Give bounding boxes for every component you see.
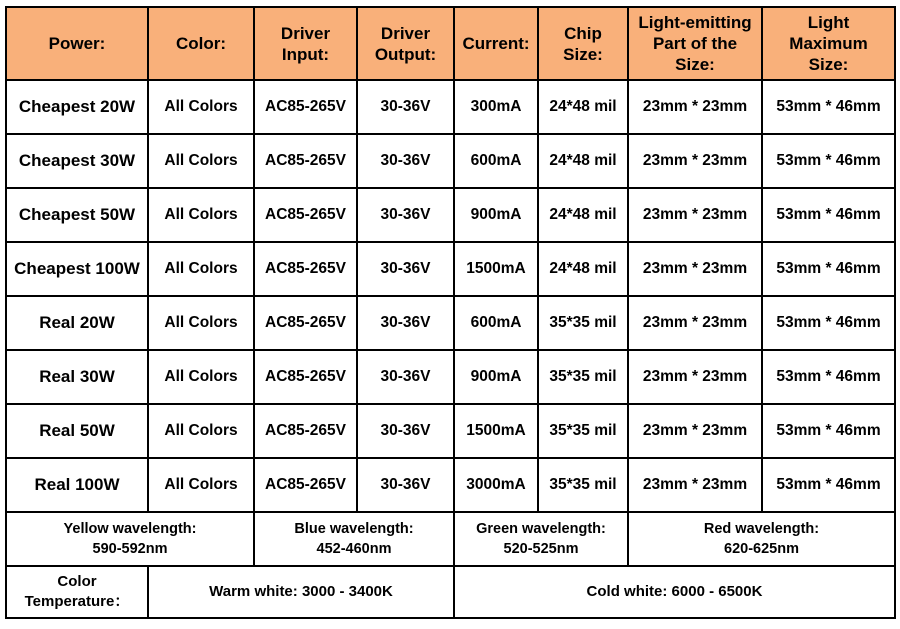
wavelength-row [6,512,895,566]
cell-driver-input: AC85-265V [254,80,357,134]
header-light-maximum-size: Light Maximum Size: [762,7,895,80]
table-row [6,134,895,188]
cell-driver-output: 30-36V [357,242,454,296]
cell-driver-input: AC85-265V [254,242,357,296]
cell-driver-output: 30-36V [357,404,454,458]
table-row [6,188,895,242]
cell-power: Cheapest 20W [6,80,148,134]
cell-power: Real 30W [6,350,148,404]
cell-light-emitting-size: 23mm * 23mm [628,296,762,350]
cell-power: Cheapest 50W [6,188,148,242]
cell-light-maximum-size: 53mm * 46mm [762,134,895,188]
cell-driver-input: AC85-265V [254,188,357,242]
cell-chip-size: 35*35 mil [538,296,628,350]
cell-color: All Colors [148,404,254,458]
blue-wavelength-cell: Blue wavelength: 452-460nm [254,512,454,566]
cell-power: Real 50W [6,404,148,458]
color-temperature-row [6,566,895,618]
color-temperature-label: Color Temperature： [6,566,148,618]
cell-chip-size: 35*35 mil [538,350,628,404]
header-color: Color: [148,7,254,80]
cell-driver-output: 30-36V [357,188,454,242]
table-row [6,458,895,512]
cell-chip-size: 24*48 mil [538,134,628,188]
cell-color: All Colors [148,296,254,350]
warm-white-cell: Warm white: 3000 - 3400K [148,566,454,618]
cell-light-emitting-size: 23mm * 23mm [628,350,762,404]
cell-power: Real 100W [6,458,148,512]
table-row [6,404,895,458]
cell-chip-size: 24*48 mil [538,188,628,242]
cell-light-emitting-size: 23mm * 23mm [628,242,762,296]
cell-driver-input: AC85-265V [254,458,357,512]
cell-light-maximum-size: 53mm * 46mm [762,80,895,134]
cell-chip-size: 35*35 mil [538,458,628,512]
cell-current: 3000mA [454,458,538,512]
red-wavelength-cell: Red wavelength: 620-625nm [628,512,895,566]
cell-chip-size: 24*48 mil [538,80,628,134]
cell-driver-input: AC85-265V [254,296,357,350]
green-wavelength-cell: Green wavelength: 520-525nm [454,512,628,566]
table-row [6,80,895,134]
table-row [6,350,895,404]
cell-light-maximum-size: 53mm * 46mm [762,458,895,512]
cell-light-maximum-size: 53mm * 46mm [762,242,895,296]
header-driver-input: Driver Input: [254,7,357,80]
header-driver-output: Driver Output: [357,7,454,80]
cell-light-maximum-size: 53mm * 46mm [762,350,895,404]
cell-light-emitting-size: 23mm * 23mm [628,404,762,458]
cell-color: All Colors [148,188,254,242]
cell-light-emitting-size: 23mm * 23mm [628,458,762,512]
cell-power: Cheapest 100W [6,242,148,296]
cell-current: 1500mA [454,404,538,458]
cell-light-maximum-size: 53mm * 46mm [762,296,895,350]
table-row [6,242,895,296]
cell-current: 900mA [454,188,538,242]
cell-color: All Colors [148,242,254,296]
yellow-wavelength-cell: Yellow wavelength: 590-592nm [6,512,254,566]
cell-power: Real 20W [6,296,148,350]
cell-light-maximum-size: 53mm * 46mm [762,404,895,458]
cell-color: All Colors [148,350,254,404]
header-light-emitting-size: Light-emitting Part of the Size: [628,7,762,80]
cell-light-maximum-size: 53mm * 46mm [762,188,895,242]
cold-white-cell: Cold white: 6000 - 6500K [454,566,895,618]
cell-current: 600mA [454,134,538,188]
cell-driver-input: AC85-265V [254,350,357,404]
cell-power: Cheapest 30W [6,134,148,188]
spec-table [5,6,896,619]
cell-driver-input: AC85-265V [254,134,357,188]
cell-driver-output: 30-36V [357,134,454,188]
cell-driver-output: 30-36V [357,80,454,134]
cell-current: 600mA [454,296,538,350]
cell-light-emitting-size: 23mm * 23mm [628,80,762,134]
cell-current: 300mA [454,80,538,134]
cell-chip-size: 35*35 mil [538,404,628,458]
cell-driver-output: 30-36V [357,350,454,404]
cell-light-emitting-size: 23mm * 23mm [628,188,762,242]
cell-driver-input: AC85-265V [254,404,357,458]
cell-chip-size: 24*48 mil [538,242,628,296]
cell-color: All Colors [148,458,254,512]
cell-current: 1500mA [454,242,538,296]
cell-driver-output: 30-36V [357,296,454,350]
cell-color: All Colors [148,80,254,134]
cell-light-emitting-size: 23mm * 23mm [628,134,762,188]
table-row [6,296,895,350]
header-row [6,7,895,80]
header-chip-size: Chip Size: [538,7,628,80]
cell-current: 900mA [454,350,538,404]
cell-driver-output: 30-36V [357,458,454,512]
cell-color: All Colors [148,134,254,188]
header-current: Current: [454,7,538,80]
header-power: Power: [6,7,148,80]
